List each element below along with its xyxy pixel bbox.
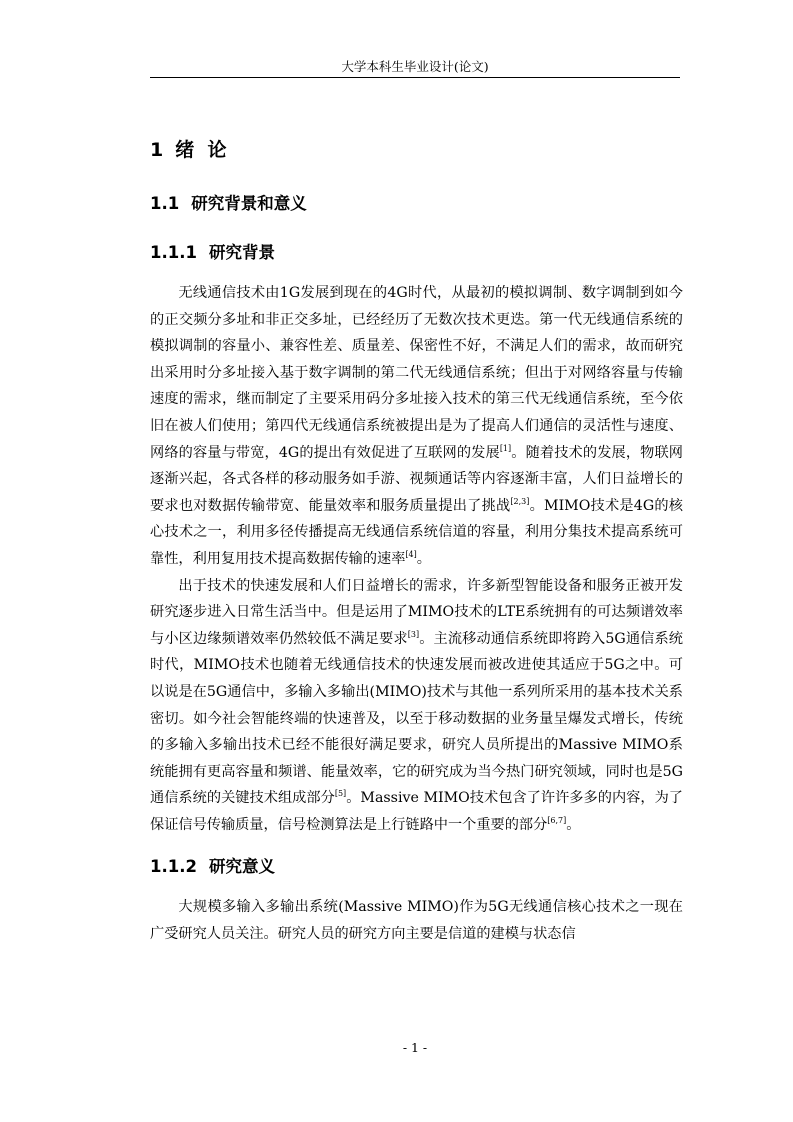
significance-section <box>150 894 683 947</box>
header-divider <box>150 77 680 78</box>
subsection-number: 1.1.1 <box>150 243 197 262</box>
background-section <box>150 280 683 838</box>
paragraph-text: 。 <box>566 816 581 833</box>
background-paragraph-1 <box>150 280 683 573</box>
citation: [6,7] <box>547 815 567 825</box>
background-paragraph-2 <box>150 573 683 839</box>
section-heading <box>150 189 683 219</box>
chapter-title: 绪 论 <box>175 139 227 161</box>
paragraph-text: 出于技术的快速发展和人们日益增长的需求，许多新型智能设备和服务正被开发研究逐步进入日常生活当中。但是运用了MIMO技术的LTE系统拥有的可达频谱效率与小区边缘频谱效率仍然较低不满足要求 <box>150 577 683 647</box>
paragraph-text: 。随着技术的发展，物联网逐渐兴起，各式各样的移动服务如手游、视频通话等内容逐渐丰富，人们日益增长的要求也对数据传输带宽、能量效率和服务质量提出了挑战 <box>150 444 683 514</box>
paragraph-text: 。 <box>416 550 431 567</box>
citation: [3] <box>407 629 420 639</box>
page-number: - 1 - <box>402 1040 428 1055</box>
paragraph-text: 无线通信技术由1G发展到现在的4G时代，从最初的模拟调制、数字调制到如今的正交频分多址和非正交多址，已经经历了无数次技术更迭。第一代无线通信系统的模拟调制的容量小、兼容性差、质量差、保密性不好，不满足人们的需求，故而研究出采用时分多址接入基于数字调制的第二代无线通信系统；但出于对网络容量与传输速度的需求，继而制定了主要采用码分多址接入技术的第三代无线通信系统，至今依旧在被人们使用；第四代无线通信系统被提出是为了提高人们通信的灵活性与速度、网络的容量与带宽，4G的提出有效促进了互联网的发展 <box>150 285 683 461</box>
citation: [4] <box>405 549 417 559</box>
paragraph-text: 。Massive MIMO技术包含了许许多多的内容，为了保证信号传输质量，信号检测算法是上行链路中一个重要的部分 <box>150 790 683 833</box>
subsection-number: 1.1.2 <box>150 857 197 877</box>
citation: [2,3] <box>510 496 530 506</box>
citation: [5] <box>334 789 347 799</box>
running-header: 大学本科生毕业设计(论文) <box>341 59 489 74</box>
section-title: 研究背景和意义 <box>191 194 307 213</box>
chapter-number: 1 <box>150 139 164 161</box>
paragraph-text: 。MIMO技术是4G的核心技术之一，利用多径传播提高无线通信系统信道的容量，利用分集技术提高系统可靠性，利用复用技术提高数据传输的速率 <box>150 497 683 567</box>
subsection-title: 研究背景 <box>208 243 275 262</box>
paragraph-text: 。主流移动通信系统即将跨入5G通信系统时代，MIMO技术也随着无线通信技术的快速发展而被改进使其适应于5G之中。可以说是在5G通信中，多输入多输出(MIMO)技术与其他一系列所采用的基本技术关系密切。如今社会智能终端的快速普及，以至于移动数据的业务量呈爆发式增长，传统的多输入多输出技术已经不能很好满足要求，研究人员所提出的Massive MIMO系统能拥有更高容量和频谱、能量效率，它的研究成为当今热门研究领域，同时也是5G通信系统的关键技术组成部分 <box>150 630 683 807</box>
section-number: 1.1 <box>150 194 180 213</box>
subsection-heading-background <box>150 238 683 268</box>
page-body <box>150 130 683 948</box>
subsection-heading-significance <box>150 852 683 882</box>
citation: [1] <box>499 443 512 453</box>
chapter-heading <box>150 130 683 170</box>
significance-paragraph-1: 大规模多输入多输出系统(Massive MIMO)作为5G无线通信核心技术之一现在广受研究人员关注。研究人员的研究方向主要是信道的建模与状态信 <box>150 899 683 943</box>
subsection-title: 研究意义 <box>208 857 275 877</box>
